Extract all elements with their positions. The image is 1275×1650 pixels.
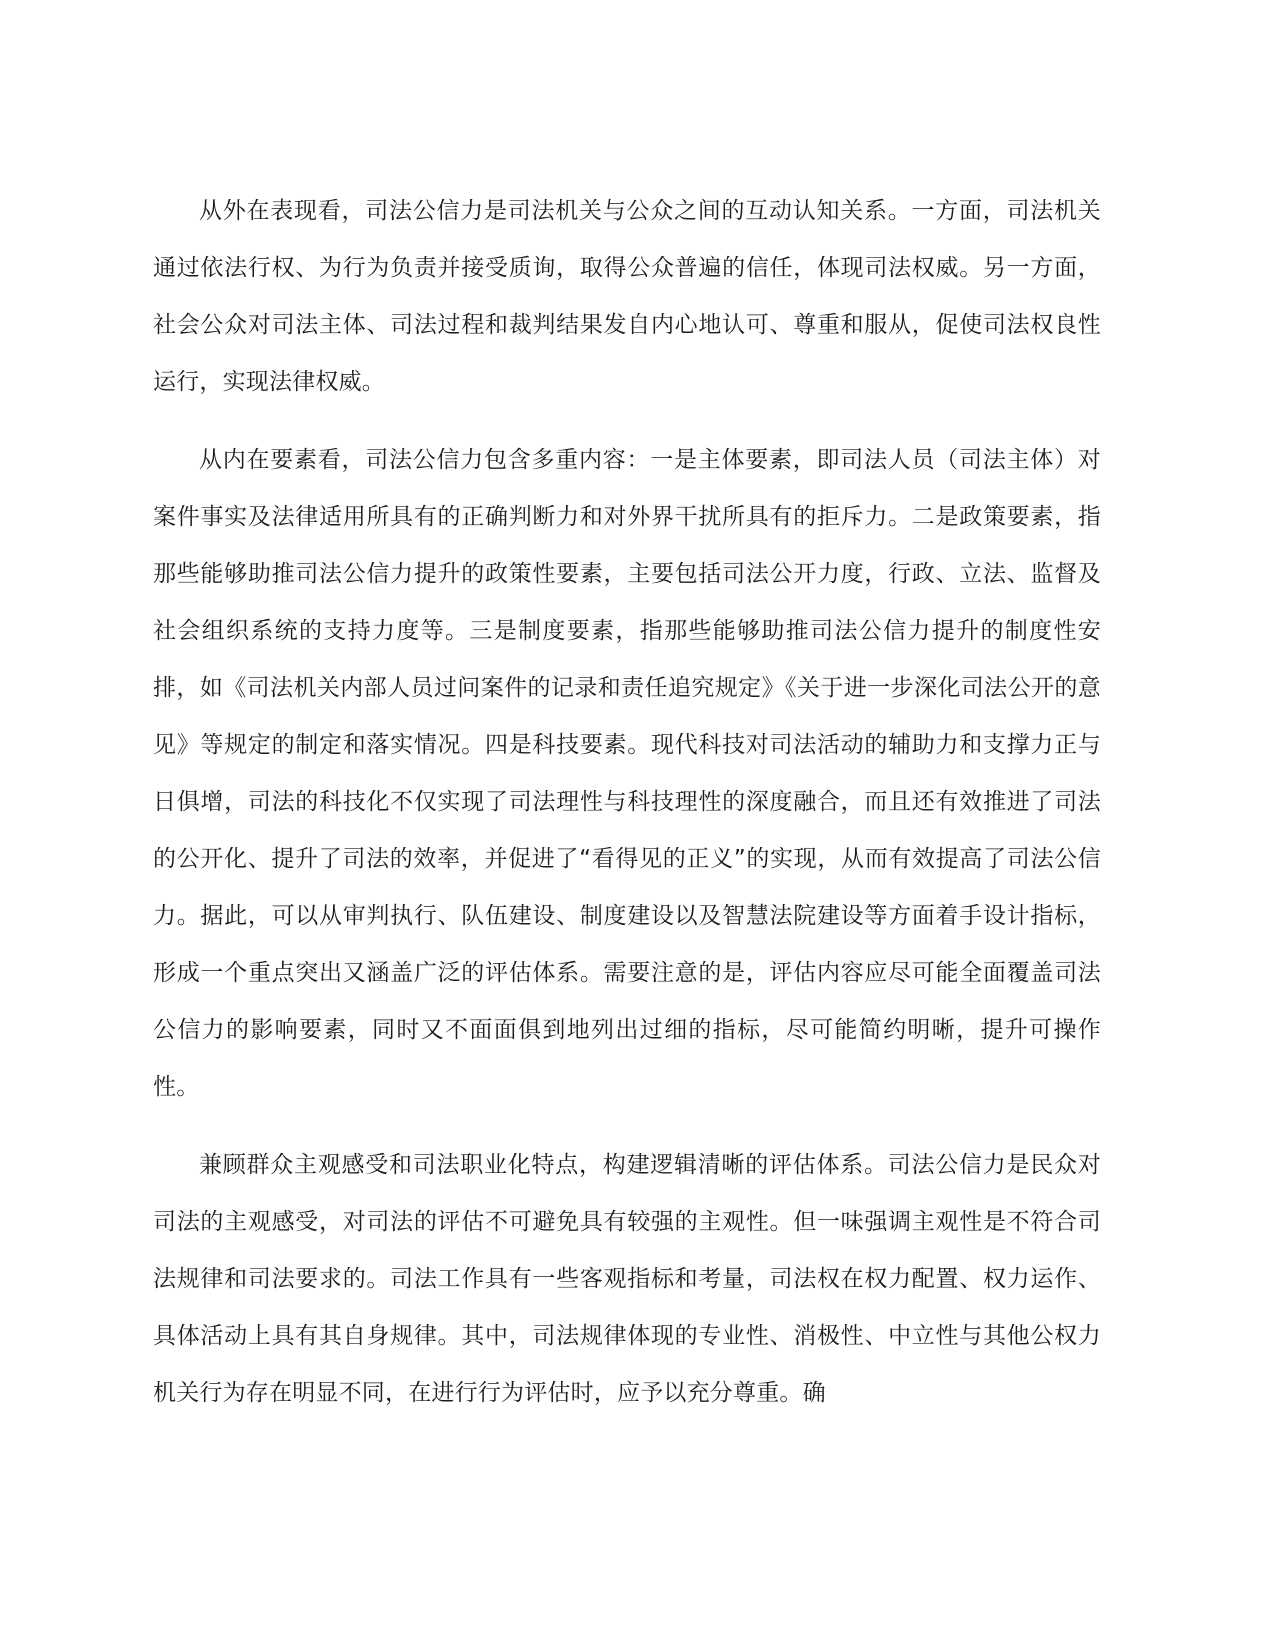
paragraph-evaluation-system: 兼顾群众主观感受和司法职业化特点，构建逻辑清晰的评估体系。司法公信力是民众对司法的主观感受，对司法的评估不可避免具有较强的主观性。但一味强调主观性是不符合司法规律和司法要求的。司法工作具有一些客观指标和考量，司法权在权力配置、权力运作、具体活动上具有其自身规律。其中，司法规律体现的专业性、消极性、中立性与其他公权力机关行为存在明显不同，在进行行为评估时，应予以充分尊重。确 (153, 1152, 1101, 1406)
document-page (153, 183, 1101, 1443)
paragraph-internal-elements: 从内在要素看，司法公信力包含多重内容：一是主体要素，即司法人员（司法主体）对案件事实及法律适用所具有的正确判断力和对外界干扰所具有的拒斥力。二是政策要素，指那些能够助推司法公信力提升的政策性要素，主要包括司法公开力度，行政、立法、监督及社会组织系统的支持力度等。三是制度要素，指那些能够助推司法公信力提升的制度性安排，如《司法机关内部人员过问案件的记录和责任追究规定》《关于进一步深化司法公开的意见》等规定的制定和落实情况。四是科技要素。现代科技对司法活动的辅助力和支撑力正与日俱增，司法的科技化不仅实现了司法理性与科技理性的深度融合，而且还有效推进了司法的公开化、提升了司法的效率，并促进了“看得见的正义”的实现，从而有效提高了司法公信力。据此，可以从审判执行、队伍建设、制度建设以及智慧法院建设等方面着手设计指标，形成一个重点突出又涵盖广泛的评估体系。需要注意的是，评估内容应尽可能全面覆盖司法公信力的影响要素，同时又不面面俱到地列出过细的指标，尽可能简约明晰，提升可操作性。 (153, 447, 1101, 1100)
paragraph-external-manifestation: 从外在表现看，司法公信力是司法机关与公众之间的互动认知关系。一方面，司法机关通过依法行权、为行为负责并接受质询，取得公众普遍的信任，体现司法权威。另一方面，社会公众对司法主体、司法过程和裁判结果发自内心地认可、尊重和服从，促使司法权良性运行，实现法律权威。 (153, 198, 1101, 395)
